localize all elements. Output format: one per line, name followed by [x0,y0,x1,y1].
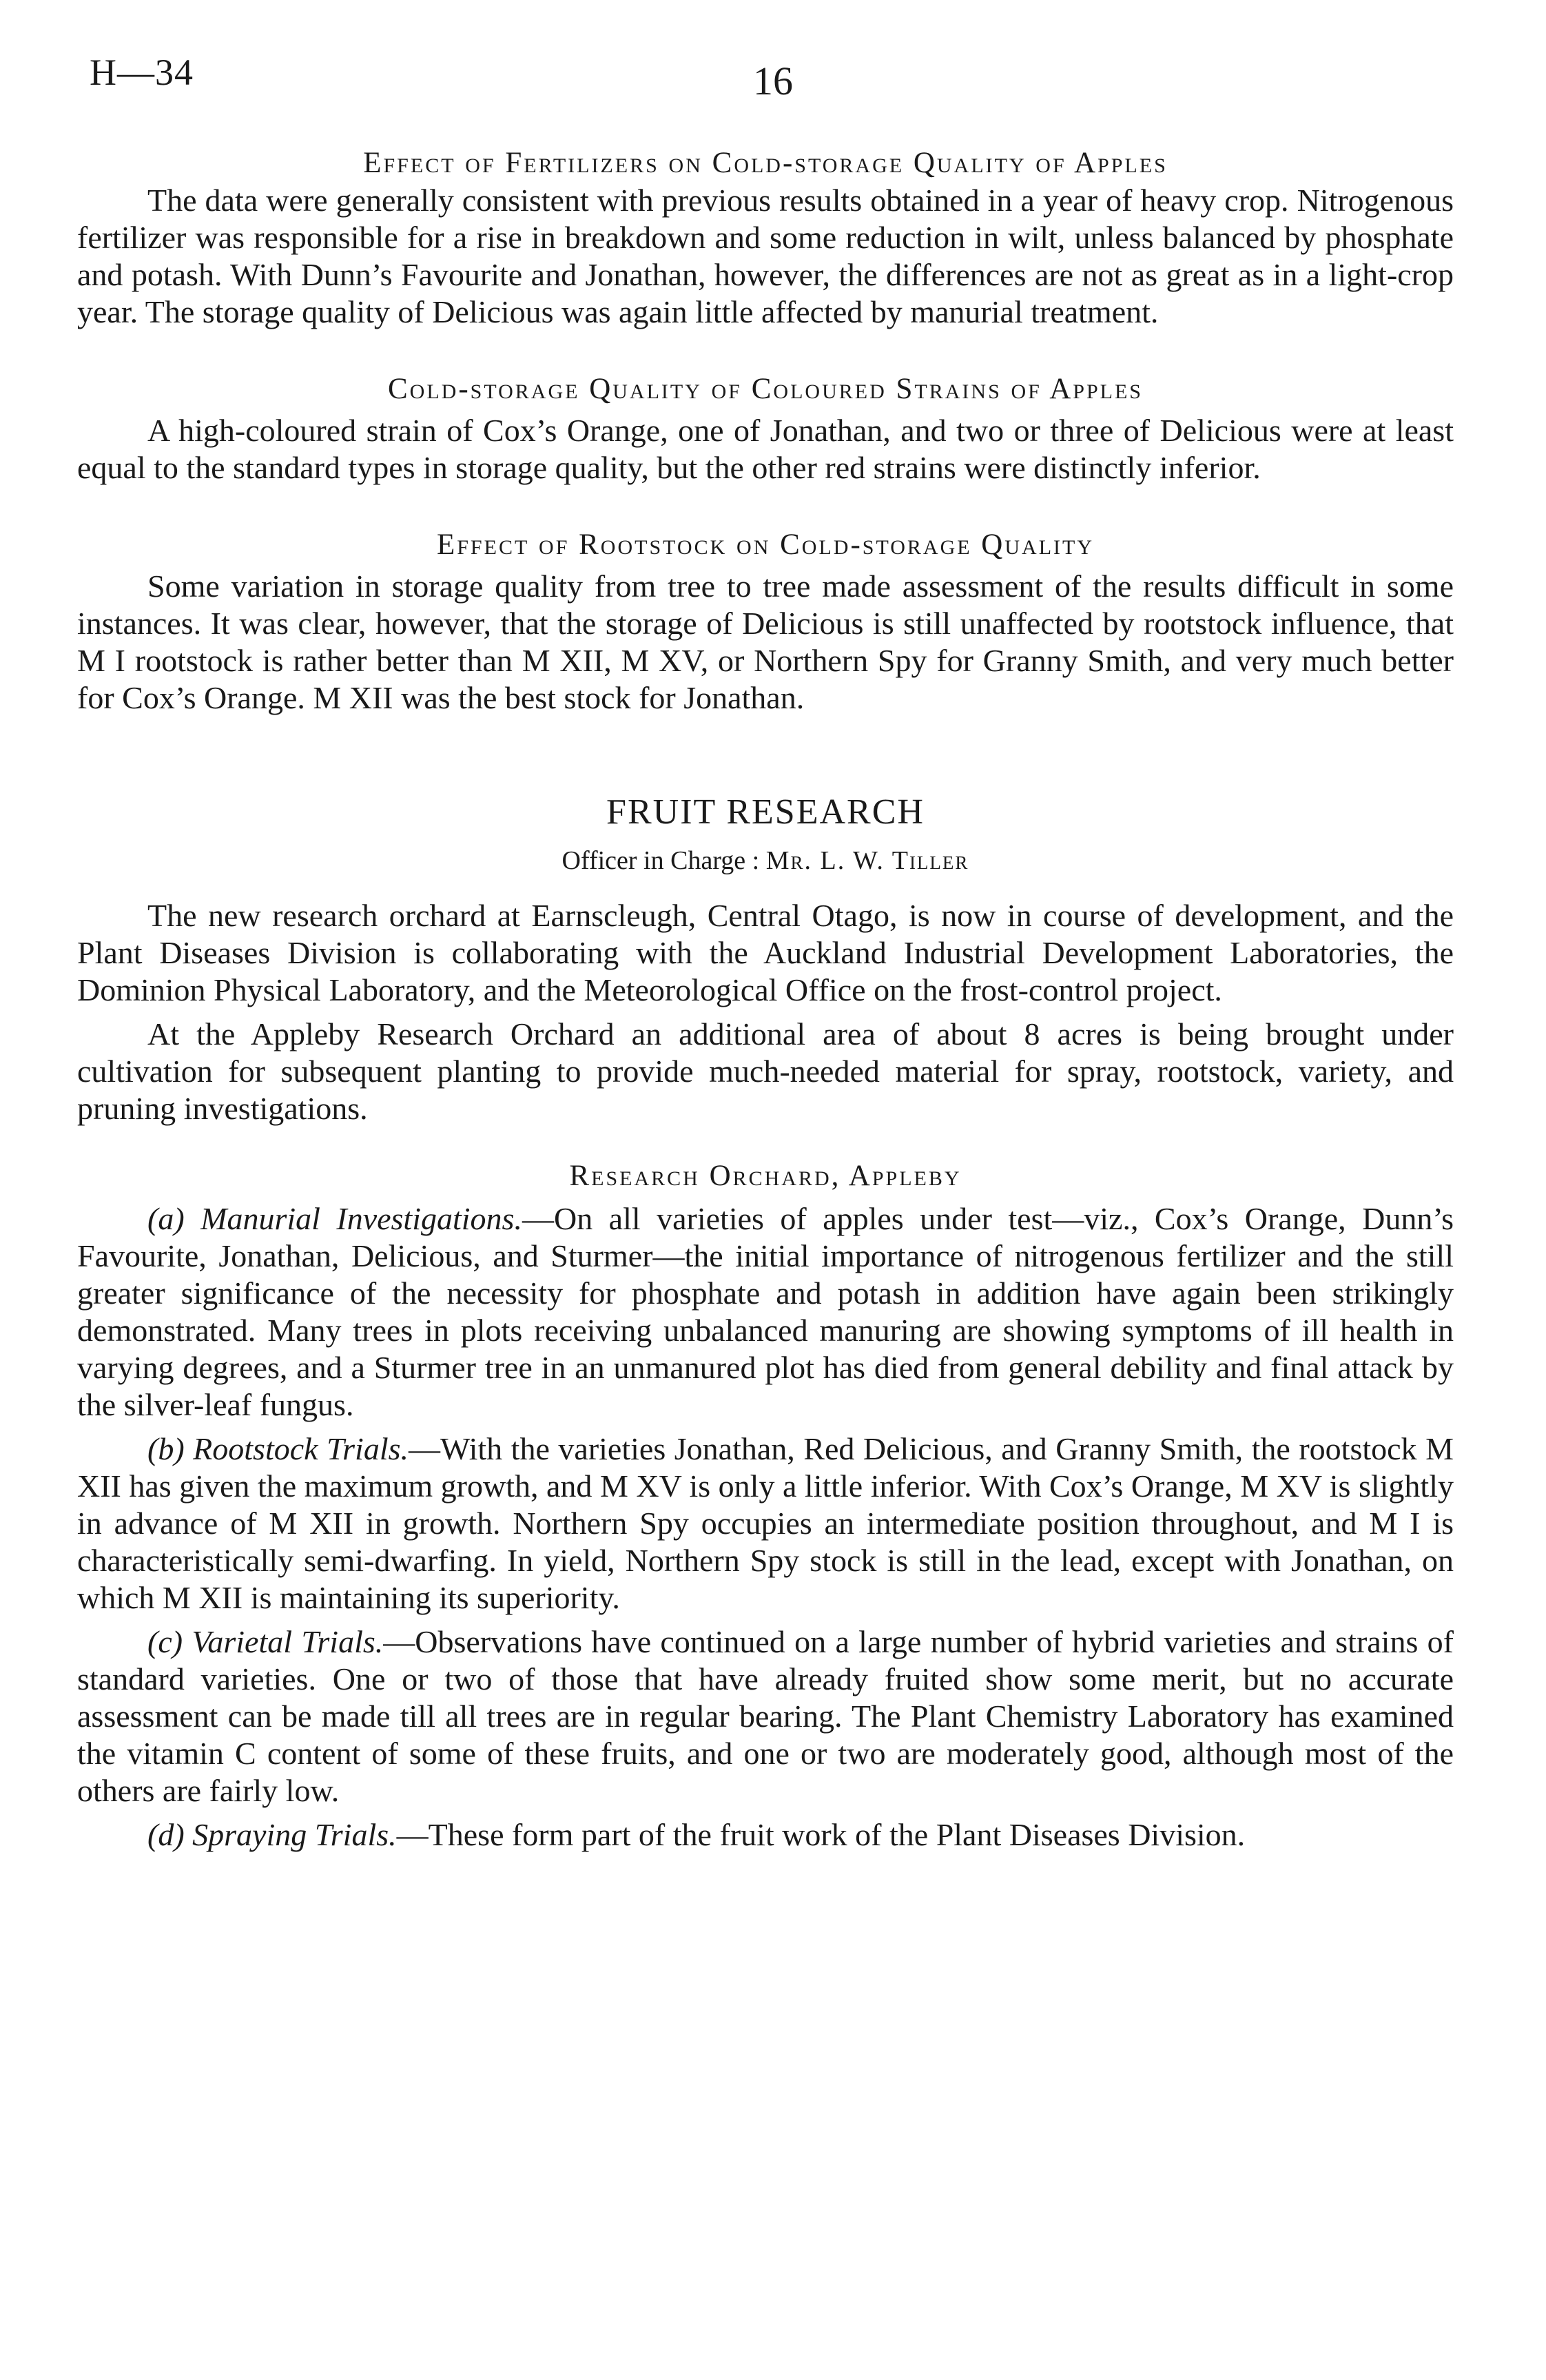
item-spraying: (d) Spraying Trials.—These form part of the fruit work of the Plant Diseases Division. [147,1817,1246,1852]
item-text: On all varieties of apples under test—viz., Cox’s Orange, Dunn’s Favourite, Jonathan, Delicious, and Sturmer—the initial importance of nitrogenous fertilizer and the still greater significance of the necessity for phosphate and potash in addition have again been strikingly demonstrated. Many trees in plots receiving unbalanced manuring are showing symptoms of ill health in varying degrees, and a Sturmer tree in an unmanured plot has died from general debility and final attack by the silver-leaf fungus. [77,1201,1454,1422]
paragraph-coloured-strains: A high-coloured strain of Cox’s Orange, one of Jonathan, and two or three of Delicious were at least equal to the standard types in storage quality, but the other red strains were distinctly inferior. [77,413,1454,485]
item-text: Observations have continued on a large number of hybrid varieties and strains of standard varieties. One or two of those that have already fruited show some merit, but no accurate assessment can be made till all trees are in regular bearing. The Plant Chemistry Laboratory has examined the vitamin C content of some of these fruits, and one or two are moderately good, although most of the others are fairly low. [77,1624,1454,1808]
item-rootstock: (b) Rootstock Trials.—With the varieties Jonathan, Red Delicious, and Granny Smith, the rootstock M XII has given the maximum growth, and M XV is only a little inferior. With Cox’s Orange, M XV is slightly in advance of M XII in growth. Northern Spy occupies an intermediate position throughout, and M I is characteristically semi-dwarfing. In yield, Northern Spy stock is still in the lead, except with Jonathan, on which M XII is maintaining its superiority. [77,1431,1454,1615]
item-title: Rootstock Trials. [193,1431,409,1466]
officer-label: Officer in Charge : [561,846,760,875]
item-label: (d) [147,1817,185,1852]
item-varietal: (c) Varietal Trials.—Observations have continued on a large number of hybrid varieties and strains of standard varieties. One or two of those that have already fruited show some merit, but no accurate assessment can be made till all trees are in regular bearing. The Plant Chemistry Laboratory has examined the vitamin C content of some of these fruits, and one or two are moderately good, although most of the others are fairly low. [77,1624,1454,1808]
item-label: (b) [147,1431,185,1466]
item-title: Manurial Investigations. [200,1201,522,1236]
officer-in-charge [77,842,1454,879]
paragraph-appleby: At the Appleby Research Orchard an additional area of about 8 acres is being brought under cultivation for subsequent planting to provide much-needed material for spray, rootstock, variety, and pruning investigations. [77,1016,1454,1126]
paragraph-earnscleugh: The new research orchard at Earnscleugh, Central Otago, is now in course of development, and the Plant Diseases Division is collaborating with the Auckland Industrial Development Laboratories, the Dominion Physical Laboratory, and the Meteorological Office on the frost-control project. [77,898,1454,1007]
officer-name: Mr. L. W. Tiller [765,846,969,875]
page-reference: H—34 [90,52,194,93]
item-manurial: (a) Manurial Investigations.—On all varieties of apples under test—viz., Cox’s Orange, Dunn’s Favourite, Jonathan, Delicious, and Sturmer—the initial importance of nitrogenous fertilizer and the still greater significance of the necessity for phosphate and potash in addition have again been strikingly demonstrated. Many trees in plots receiving unbalanced manuring are showing symptoms of ill health in varying degrees, and a Sturmer tree in an unmanured plot has died from general debility and final attack by the silver-leaf fungus. [77,1201,1454,1422]
item-text: With the varieties Jonathan, Red Delicious, and Granny Smith, the rootstock M XII has given the maximum growth, and M XV is only a little inferior. With Cox’s Orange, M XV is slightly in advance of M XII in growth. Northern Spy occupies an intermediate position throughout, and M I is characteristically semi-dwarfing. In yield, Northern Spy stock is still in the lead, except with Jonathan, on which M XII is maintaining its superiority. [77,1431,1454,1615]
page-number: 16 [753,59,793,103]
item-label: (c) [147,1624,183,1659]
paragraph-rootstock: Some variation in storage quality from tree to tree made assessment of the results difficult in some instances. It was clear, however, that the storage of Delicious is still unaffected by rootstock influence, that M I rootstock is rather better than M XII, M XV, or Northern Spy for Granny Smith, and very much better for Cox’s Orange. M XII was the best stock for Jonathan. [77,568,1454,715]
page-content [77,145,1454,1854]
paragraph-fertilizers: The data were generally consistent with previous results obtained in a year of heavy crop. Nitrogenous fertilizer was responsible for a rise in breakdown and some reduction in wilt, unless balanced by phosphate and potash. With Dunn’s Favourite and Jonathan, however, the differences are not as great as in a light-crop year. The storage quality of Delicious was again little affected by manurial treatment. [77,183,1454,329]
heading-fertilizers: Effect of Fertilizers on Cold-storage Quality of Apples [363,147,1168,179]
item-text: These form part of the fruit work of the Plant Diseases Division. [428,1817,1246,1852]
heading-research-orchard: Research Orchard, Appleby [569,1160,962,1192]
item-title: Varietal Trials. [192,1624,384,1659]
item-title: Spraying Trials. [192,1817,397,1852]
heading-rootstock: Effect of Rootstock on Cold-storage Quality [436,529,1094,561]
heading-coloured-strains: Cold-storage Quality of Coloured Strains of Apples [388,373,1143,405]
section-title-fruit-research: FRUIT RESEARCH [606,792,925,832]
item-label: (a) [147,1201,185,1236]
